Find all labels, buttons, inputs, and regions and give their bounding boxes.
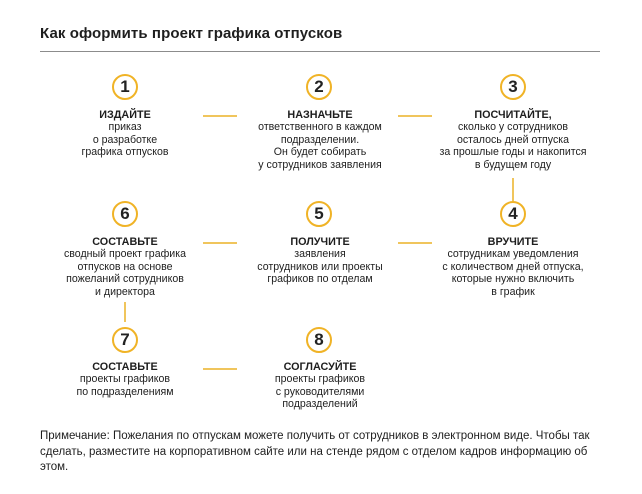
step-5 bbox=[236, 236, 404, 286]
step-6-title: СОСТАВЬТЕ bbox=[92, 236, 158, 248]
step-8-description: проекты графиков с руководителями подразделений bbox=[274, 373, 366, 411]
connector-6-7 bbox=[124, 302, 126, 322]
step-6-description: сводный проект графика отпусков на основе пожеланий сотрудников и директора bbox=[64, 248, 186, 298]
step-8-number: 8 bbox=[306, 327, 332, 353]
connector-1-2 bbox=[203, 115, 237, 117]
step-8-title: СОГЛАСУЙТЕ bbox=[283, 361, 357, 373]
step-7-description: проекты графиков по подразделениям bbox=[76, 373, 174, 398]
page-title: Как оформить проект графика отпусков bbox=[40, 25, 343, 42]
connector-3-4 bbox=[512, 178, 514, 201]
step-4-title: ВРУЧИТЕ bbox=[487, 236, 539, 248]
step-4-description: сотрудникам уведомления с количеством дней отпуска, которые нужно включить в график bbox=[442, 248, 584, 298]
connector-5-6 bbox=[203, 242, 237, 244]
step-1-title: ИЗДАЙТЕ bbox=[99, 109, 151, 121]
step-4-number: 4 bbox=[500, 201, 526, 227]
step-2-title: НАЗНАЧЬТЕ bbox=[287, 109, 353, 121]
step-5-number: 5 bbox=[306, 201, 332, 227]
step-3-title: ПОСЧИТАЙТЕ, bbox=[474, 109, 552, 121]
step-7-title: СОСТАВЬТЕ bbox=[92, 361, 158, 373]
step-7 bbox=[45, 361, 205, 398]
title-divider bbox=[40, 51, 600, 52]
step-8 bbox=[236, 361, 404, 411]
step-5-description: заявления сотрудников или проекты графиков по отделам bbox=[257, 248, 383, 286]
step-1 bbox=[45, 109, 205, 159]
step-3 bbox=[420, 109, 606, 171]
step-2 bbox=[234, 109, 406, 171]
footnote: Примечание: Пожелания по отпускам можете получить от сотрудников в электронном виде. Чтобы так сделать, разместите на корпоративном сайте или на стенде рядом с отделом кадров информацию об этом. bbox=[40, 430, 590, 474]
step-1-description: приказ о разработке графика отпусков bbox=[81, 121, 169, 159]
step-6-number: 6 bbox=[112, 201, 138, 227]
step-3-description: сколько у сотрудников осталось дней отпуска за прошлые годы и накопится в будущем году bbox=[439, 121, 587, 171]
step-6 bbox=[45, 236, 205, 298]
step-4 bbox=[422, 236, 604, 298]
connector-7-8 bbox=[203, 368, 237, 370]
step-2-number: 2 bbox=[306, 74, 332, 100]
step-3-number: 3 bbox=[500, 74, 526, 100]
step-1-number: 1 bbox=[112, 74, 138, 100]
step-7-number: 7 bbox=[112, 327, 138, 353]
step-2-description: ответственного в каждом подразделении. Он будет собирать у сотрудников заявления bbox=[258, 121, 382, 171]
step-5-title: ПОЛУЧИТЕ bbox=[290, 236, 350, 248]
